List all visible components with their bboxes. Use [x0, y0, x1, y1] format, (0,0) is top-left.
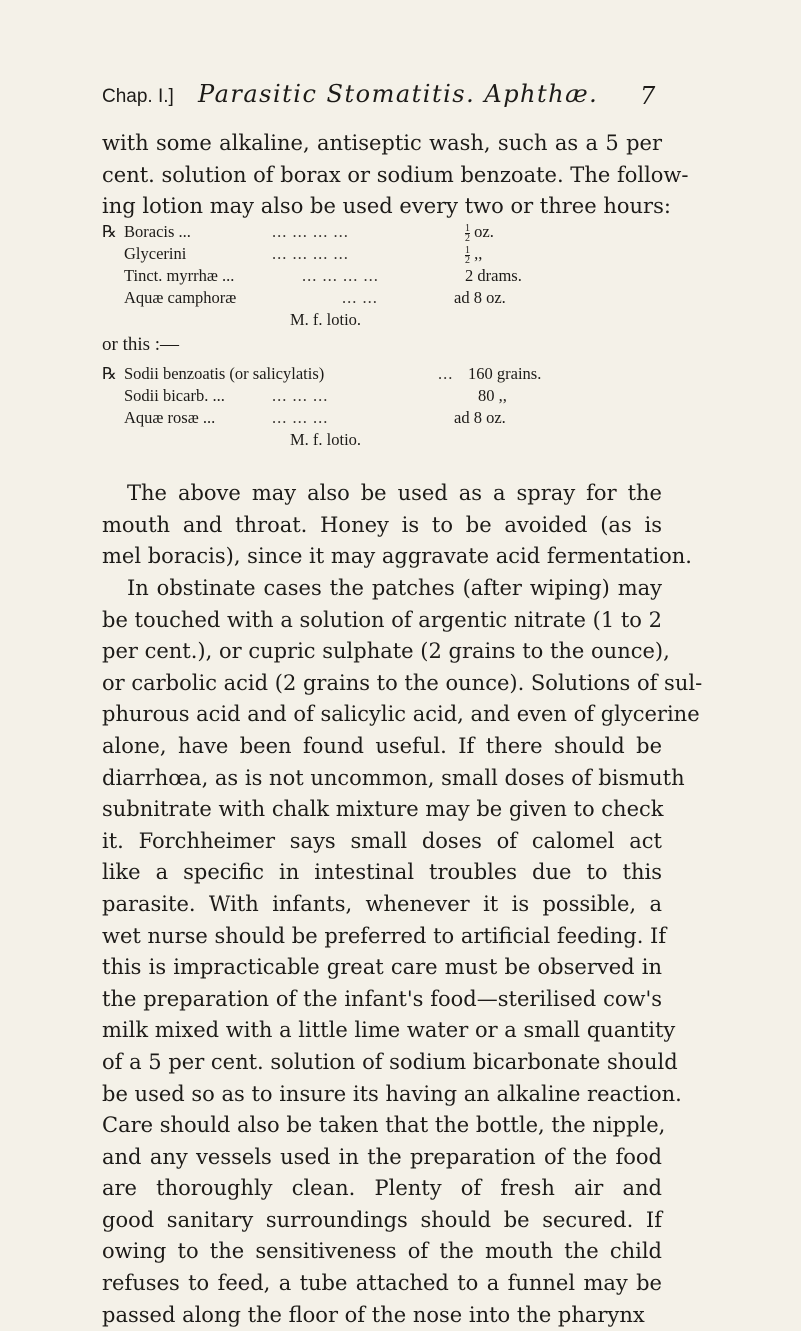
leader-dots: ... ... ... ... — [302, 266, 379, 285]
prescription-directions: M. f. lotio. — [290, 310, 362, 329]
text-line: mel boracis), since it may aggravate acid fermentation. — [102, 544, 692, 569]
text-line: parasite. With infants, whenever it is possible, a — [102, 891, 662, 916]
ingredient-name: Sodii benzoatis (or salicylatis) — [124, 364, 325, 383]
text-line: with some alkaline, antiseptic wash, such as a 5 per — [102, 131, 662, 155]
text-line: and any vessels used in the preparation of the food — [102, 1144, 662, 1169]
prescription-item — [102, 266, 662, 288]
text-line: be used so as to insure its having an alkaline reaction. — [102, 1081, 682, 1106]
fraction: $\frac{1}{2}$ — [465, 244, 470, 266]
recipe-symbol: ℞ — [102, 364, 117, 383]
prescription-item — [102, 222, 662, 244]
text-line: alone, have been found useful. If there should be — [102, 733, 662, 758]
text-line: owing to the sensitiveness of the mouth the child — [102, 1239, 662, 1264]
ingredient-quantity: $\frac{1}{2}$ oz. — [465, 222, 494, 244]
leader-dots: ... ... — [342, 288, 378, 307]
text-line: milk mixed with a little lime water or a small quantity — [102, 1018, 676, 1043]
ingredient-quantity: 160 grains. — [468, 364, 542, 383]
text-line: per cent.), or cupric sulphate (2 grains to the ounce), — [102, 639, 670, 664]
text-line: it. Forchheimer says small doses of calomel act — [102, 828, 662, 853]
text-line: The above may also be used as a spray for the — [127, 481, 662, 505]
ingredient-name: Tinct. myrrhæ ... — [124, 266, 235, 285]
ingredient-quantity: 80 ,, — [478, 386, 507, 405]
prescription-item — [102, 288, 662, 310]
text-line: In obstinate cases the patches (after wiping) may — [127, 576, 662, 600]
fraction: $\frac{1}{2}$ — [465, 222, 470, 244]
connector-text: or this :— — [102, 334, 180, 355]
prescription-directions: M. f. lotio. — [290, 430, 362, 449]
text-line: diarrhœa, as is not uncommon, small doses of bismuth — [102, 765, 685, 790]
intro-paragraph — [102, 128, 689, 223]
text-line: the preparation of the infant's food—sterilised cow's — [102, 986, 662, 1011]
text-line: passed along the floor of the nose into the pharynx — [102, 1302, 645, 1327]
text-line: mouth and throat. Honey is to be avoided (as is — [102, 512, 662, 537]
prescription-item — [102, 386, 662, 408]
text-line: ing lotion may also be used every two or three hours: — [102, 194, 671, 219]
leader-dots: ... ... ... ... — [272, 222, 349, 241]
leader-dots: ... ... ... — [272, 386, 329, 405]
ingredient-name: Aquæ rosæ ... — [124, 408, 216, 427]
text-line: Care should also be taken that the bottle, the nipple, — [102, 1113, 666, 1138]
running-title: Parasitic Stomatitis. Aphthæ. — [198, 80, 599, 108]
text-line: subnitrate with chalk mixture may be given to check — [102, 797, 664, 822]
page-number: 7 — [640, 82, 656, 110]
text-line: good sanitary surroundings should be secured. If — [102, 1207, 662, 1232]
ingredient-quantity: ad 8 oz. — [454, 408, 506, 427]
leader-dots: ... — [438, 364, 454, 383]
text-line: are thoroughly clean. Plenty of fresh air and — [102, 1176, 662, 1201]
recipe-symbol: ℞ — [102, 222, 117, 241]
text-line: of a 5 per cent. solution of sodium bicarbonate should — [102, 1049, 678, 1074]
ingredient-name: Sodii bicarb. ... — [124, 386, 225, 405]
running-header — [102, 80, 662, 116]
text-line: wet nurse should be preferred to artificial feeding. If — [102, 923, 667, 948]
ingredient-quantity: ad 8 oz. — [454, 288, 506, 307]
text-line: this is impracticable great care must be observed in — [102, 955, 662, 980]
paragraph-obstinate-cases — [102, 573, 703, 1331]
ingredient-name: Glycerini — [124, 244, 187, 263]
text-line: like a specific in intestinal troubles due to this — [102, 860, 662, 885]
text-line: phurous acid and of salicylic acid, and even of glycerine — [102, 702, 700, 727]
leader-dots: ... ... ... ... — [272, 244, 349, 263]
prescription-item — [102, 244, 662, 266]
text-line: be touched with a solution of argentic nitrate (1 to 2 — [102, 607, 662, 632]
chapter-label: Chap. I.] — [102, 86, 174, 107]
ingredient-name: Boracis ... — [124, 222, 191, 241]
text-line: cent. solution of borax or sodium benzoate. The follow- — [102, 162, 689, 187]
ingredient-quantity: 2 drams. — [465, 266, 522, 285]
leader-dots: ... ... ... — [272, 408, 329, 427]
ingredient-name: Aquæ camphoræ — [124, 288, 237, 307]
ingredient-quantity: $\frac{1}{2}$ ,, — [465, 244, 483, 266]
text-line: or carbolic acid (2 grains to the ounce). Solutions of sul- — [102, 670, 703, 695]
paragraph-spray — [102, 478, 692, 573]
prescription-item — [102, 408, 662, 430]
prescription-item — [102, 364, 662, 386]
text-line: refuses to feed, a tube attached to a funnel may be — [102, 1271, 662, 1296]
